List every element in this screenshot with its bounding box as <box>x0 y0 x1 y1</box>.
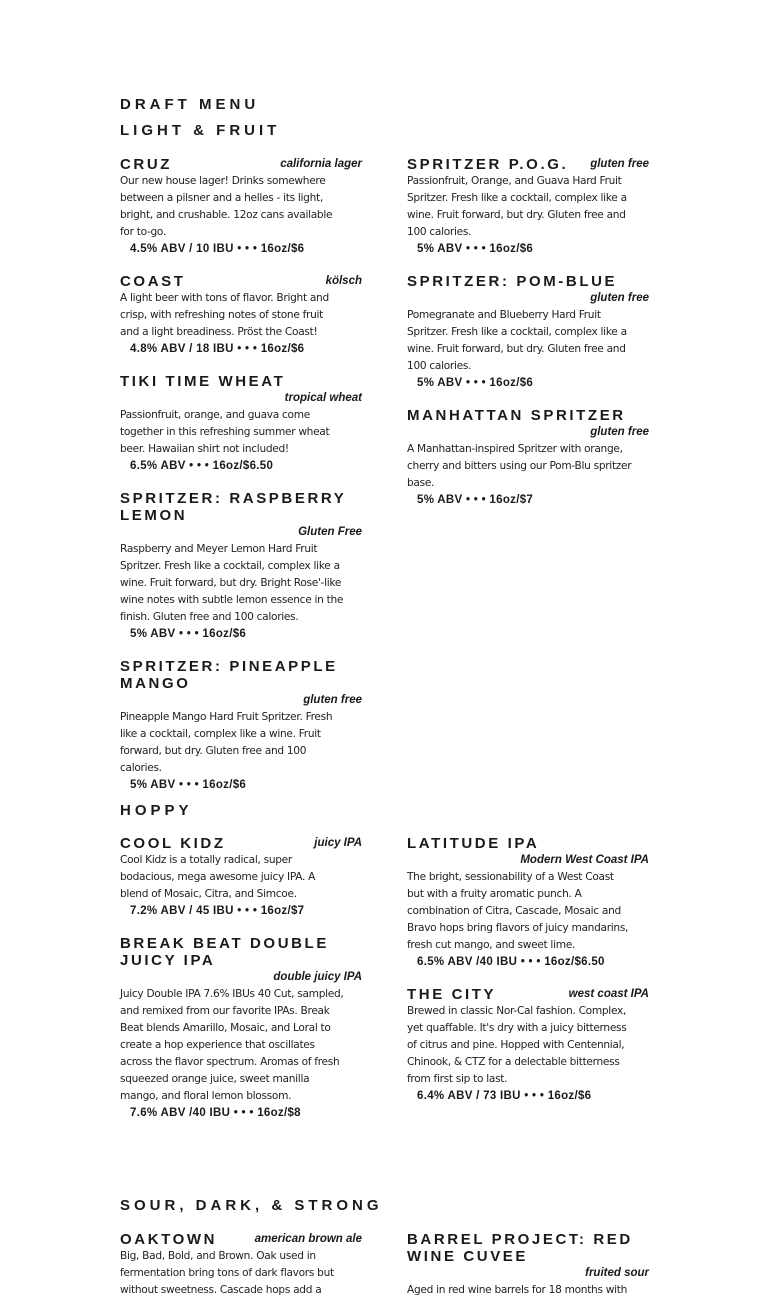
menu-title: DRAFT MENU <box>120 96 260 113</box>
beer-description: Pineapple Mango Hard Fruit Spritzer. Fresh like a cocktail, complex like a wine. Fruit forward, but dry. Gluten free and 100 calories. <box>120 711 333 774</box>
beer-description: Brewed in classic Nor-Cal fashion. Complex, yet quaffable. It's dry with a juicy bitterness of citrus and pine. Hopped with Centennial, Chinook, & CTZ for a delectable bitterness from first sip to last. <box>407 1005 627 1085</box>
beer-description: Passionfruit, Orange, and Guava Hard Fruit Spritzer. Fresh like a cocktail, complex like a wine. Fruit forward, but dry. Gluten free and 100 calories. <box>407 175 627 238</box>
beer-style: gluten free <box>590 158 649 170</box>
beer-abv-price: 6.5% ABV /40 IBU • • • 16oz/$6.50 <box>417 956 605 968</box>
beer-abv-price: 5% ABV • • • 16oz/$6 <box>417 377 534 389</box>
beer-name: BARREL PROJECT: RED WINE CUVEE <box>407 1231 633 1265</box>
beer-item-latitude-ipa <box>407 835 649 971</box>
beer-description: Pomegranate and Blueberry Hard Fruit Spritzer. Fresh like a cocktail, complex like a wine. Fruit forward, but dry. Gluten free and 100 calories. <box>407 309 627 372</box>
beer-abv-price: 6.4% ABV / 73 IBU • • • 16oz/$6 <box>417 1090 592 1102</box>
beer-style: west coast IPA <box>568 988 649 1000</box>
beer-name: COOL KIDZ <box>120 835 226 852</box>
beer-item-tiki-time-wheat <box>120 373 362 475</box>
beer-item-spritzer-pog <box>407 156 649 258</box>
beer-abv-price: 4.5% ABV / 10 IBU • • • 16oz/$6 <box>130 243 305 255</box>
beer-item-oaktown <box>120 1231 362 1299</box>
beer-item-cruz <box>120 156 362 258</box>
beer-item-spritzer-pom-blue <box>407 273 649 392</box>
beer-name: BREAK BEAT DOUBLE JUICY IPA <box>120 935 329 969</box>
beer-abv-price: 5% ABV • • • 16oz/$6 <box>130 779 247 791</box>
beer-abv-price: 5% ABV • • • 16oz/$7 <box>417 494 534 506</box>
beer-item-break-beat <box>120 935 362 1122</box>
beer-abv-price: 6.5% ABV • • • 16oz/$6.50 <box>130 460 274 472</box>
beer-name: COAST <box>120 273 186 290</box>
beer-abv-price: 7.6% ABV /40 IBU • • • 16oz/$8 <box>130 1107 301 1119</box>
beer-name: MANHATTAN SPRITZER <box>407 407 626 424</box>
beer-abv-price: 4.8% ABV / 18 IBU • • • 16oz/$6 <box>130 343 305 355</box>
beer-name: SPRITZER: PINEAPPLE MANGO <box>120 658 338 692</box>
section-heading-hoppy: HOPPY <box>120 802 193 819</box>
beer-item-coast <box>120 273 362 358</box>
beer-style: gluten free <box>303 694 362 706</box>
beer-item-cool-kidz <box>120 835 362 920</box>
beer-description: Our new house lager! Drinks somewhere between a pilsner and a helles - its light, bright, and crushable. 12oz cans available for to-go. <box>120 175 333 238</box>
beer-abv-price: 5% ABV • • • 16oz/$6 <box>417 243 534 255</box>
beer-name: SPRITZER: POM-BLUE <box>407 273 618 290</box>
beer-description: Big, Bad, Bold, and Brown. Oak used in fermentation bring tons of dark flavors but without sweetness. Cascade hops add a <box>120 1250 334 1296</box>
beer-description: The bright, sessionability of a West Coast but with a fruity aromatic punch. A combination of Citra, Cascade, Mosaic and Bravo hops bring flavors of juicy mandarins, fresh cut mango, and sweet lime. <box>407 871 629 951</box>
section-heading-light-fruit: LIGHT & FRUIT <box>120 122 281 139</box>
beer-description: Juicy Double IPA 7.6% IBUs 40 Cut, sampled, and remixed from our favorite IPAs. Break Beat blends Amarillo, Mosaic, and Loral to create a hop experience that oscillates across the flavor spectrum. Aromas of fresh squeezed orange juice, sweet manilla mango, and floral lemon blossom. <box>120 988 344 1102</box>
beer-abv-price: 7.2% ABV / 45 IBU • • • 16oz/$7 <box>130 905 305 917</box>
beer-style: fruited sour <box>585 1267 649 1279</box>
beer-style: juicy IPA <box>314 837 362 849</box>
beer-style: california lager <box>280 158 362 170</box>
beer-description: A light beer with tons of flavor. Bright and crisp, with refreshing notes of stone fruit and a light breadiness. Pröst the Coast! <box>120 292 329 338</box>
beer-style: american brown ale <box>254 1233 362 1245</box>
beer-style: Gluten Free <box>298 526 362 538</box>
beer-description: A Manhattan-inspired Spritzer with orange, cherry and bitters using our Pom-Blu spritzer base. <box>407 443 632 489</box>
beer-style: gluten free <box>590 292 649 304</box>
beer-item-manhattan-spritzer <box>407 407 649 509</box>
beer-name: TIKI TIME WHEAT <box>120 373 286 390</box>
beer-style: tropical wheat <box>284 392 362 404</box>
beer-description: Raspberry and Meyer Lemon Hard Fruit Spritzer. Fresh like a cocktail, complex like a wine. Fruit forward, but dry. Bright Rose'-like wine notes with subtle lemon essence in the finish. Gluten free and 100 calories. <box>120 543 344 623</box>
beer-item-the-city <box>407 986 649 1105</box>
beer-description: Aged in red wine barrels for 18 months with <box>407 1284 628 1296</box>
beer-name: THE CITY <box>407 986 497 1003</box>
beer-item-spritzer-pineapple-mango <box>120 658 362 794</box>
beer-name: CRUZ <box>120 156 173 173</box>
beer-description: Passionfruit, orange, and guava come together in this refreshing summer wheat beer. Hawaiian shirt not included! <box>120 409 330 455</box>
beer-style: gluten free <box>590 426 649 438</box>
beer-style: Modern West Coast IPA <box>520 854 649 866</box>
beer-description: Cool Kidz is a totally radical, super bodacious, mega awesome juicy IPA. A blend of Mosaic, Citra, and Simcoe. <box>120 854 316 900</box>
beer-name: OAKTOWN <box>120 1231 218 1248</box>
section-heading-sour-dark-strong: SOUR, DARK, & STRONG <box>120 1197 383 1214</box>
beer-item-barrel-project <box>407 1231 649 1299</box>
beer-abv-price: 5% ABV • • • 16oz/$6 <box>130 628 247 640</box>
beer-name: SPRITZER P.O.G. <box>407 156 569 173</box>
beer-name: LATITUDE IPA <box>407 835 540 852</box>
beer-style: double juicy IPA <box>273 971 362 983</box>
beer-item-spritzer-raspberry-lemon <box>120 490 362 643</box>
beer-name: SPRITZER: RASPBERRY LEMON <box>120 490 347 524</box>
beer-style: kölsch <box>325 275 362 287</box>
